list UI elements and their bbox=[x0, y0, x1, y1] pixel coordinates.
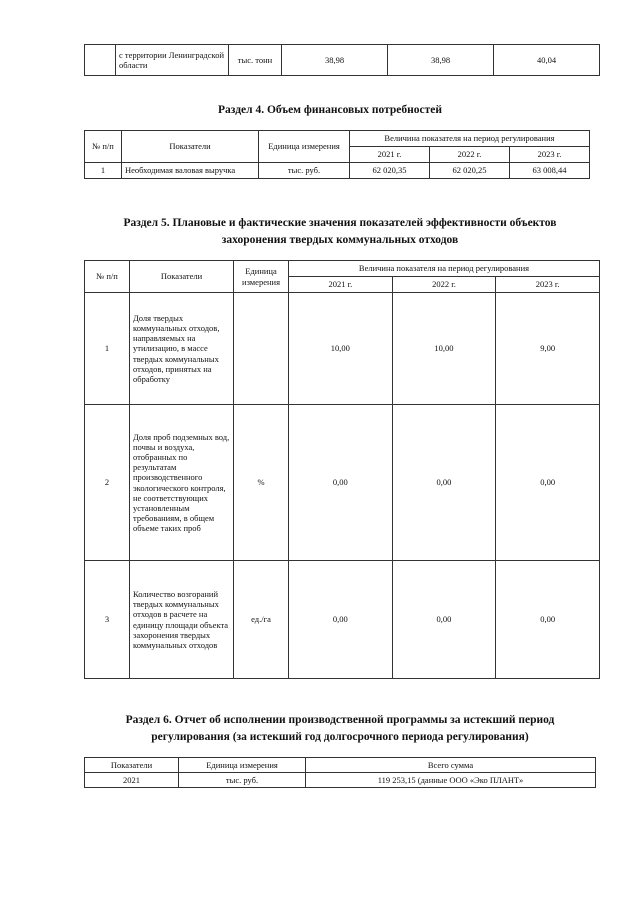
header-unit: Единица измерения bbox=[234, 261, 289, 293]
num-cell: 1 bbox=[85, 163, 122, 179]
value-cell: 0,00 bbox=[496, 561, 600, 679]
indicator-cell: Доля проб подземных вод, почвы и воздуха, отобранных по результатам производственного экологического контроля, не соответствующих установленным требованиям, в общем объеме таких проб bbox=[130, 405, 234, 561]
section5-table bbox=[84, 260, 600, 679]
header-total: Всего сумма bbox=[306, 758, 596, 773]
num-cell bbox=[85, 45, 116, 76]
table-row bbox=[85, 405, 600, 561]
indicator-cell: Доля твердых коммунальных отходов, направляемых на утилизацию, в массе твердых коммунальных отходов, принятых на обработку bbox=[130, 293, 234, 405]
indicator-cell: Количество возгораний твердых коммунальных отходов в расчете на единицу площади объекта захоронения твердых коммунальных отходов bbox=[130, 561, 234, 679]
value-cell: 62 020,25 bbox=[430, 163, 510, 179]
indicator-cell: Необходимая валовая выручка bbox=[122, 163, 259, 179]
header-period: Величина показателя на период регулирования bbox=[289, 261, 600, 277]
header-indicators: Показатели bbox=[122, 131, 259, 163]
value-cell: 9,00 bbox=[496, 293, 600, 405]
value-cell: 0,00 bbox=[392, 405, 496, 561]
section6-table bbox=[84, 757, 596, 788]
value-cell: 0,00 bbox=[392, 561, 496, 679]
header-year: 2021 г. bbox=[289, 277, 393, 293]
unit-cell bbox=[234, 293, 289, 405]
total-cell: 119 253,15 (данные ООО «Эко ПЛАНТ» bbox=[306, 773, 596, 788]
section6-title: Раздел 6. Отчет об исполнении производственной программы за истекший период регулирования (за истекший год долгосрочного периода регулирования) bbox=[125, 714, 555, 743]
header-num: № п/п bbox=[85, 131, 122, 163]
table-row bbox=[85, 561, 600, 679]
value-cell: 10,00 bbox=[289, 293, 393, 405]
num-cell: 2 bbox=[85, 405, 130, 561]
top-continuation-table bbox=[84, 44, 600, 76]
header-unit: Единица измерения bbox=[179, 758, 306, 773]
value-cell: 10,00 bbox=[392, 293, 496, 405]
header-indicators: Показатели bbox=[130, 261, 234, 293]
header-unit: Единица измерения bbox=[259, 131, 350, 163]
table-row bbox=[85, 293, 600, 405]
header-year: 2022 г. bbox=[392, 277, 496, 293]
unit-cell: % bbox=[234, 405, 289, 561]
section5-title: Раздел 5. Плановые и фактические значения показателей эффективности объектов захоронения твердых коммунальных отходов bbox=[123, 217, 557, 246]
value-cell: 0,00 bbox=[289, 405, 393, 561]
value-cell: 38,98 bbox=[282, 45, 388, 76]
table-row bbox=[85, 773, 596, 788]
indicator-cell: с территории Ленинградской области bbox=[116, 45, 229, 76]
year-cell: 2021 bbox=[85, 773, 179, 788]
unit-cell: тыс. руб. bbox=[179, 773, 306, 788]
value-cell: 38,98 bbox=[388, 45, 494, 76]
table-row bbox=[85, 163, 590, 179]
header-num: № п/п bbox=[85, 261, 130, 293]
header-year: 2023 г. bbox=[496, 277, 600, 293]
value-cell: 62 020,35 bbox=[350, 163, 430, 179]
unit-cell: тыс. руб. bbox=[259, 163, 350, 179]
value-cell: 0,00 bbox=[496, 405, 600, 561]
section4-table bbox=[84, 130, 590, 179]
header-year: 2021 г. bbox=[350, 147, 430, 163]
header-year: 2022 г. bbox=[430, 147, 510, 163]
value-cell: 40,04 bbox=[494, 45, 600, 76]
value-cell: 63 008,44 bbox=[510, 163, 590, 179]
header-indicators: Показатели bbox=[85, 758, 179, 773]
num-cell: 1 bbox=[85, 293, 130, 405]
num-cell: 3 bbox=[85, 561, 130, 679]
unit-cell: тыс. тонн bbox=[229, 45, 282, 76]
header-period: Величина показателя на период регулирования bbox=[350, 131, 590, 147]
header-year: 2023 г. bbox=[510, 147, 590, 163]
unit-cell: ед./га bbox=[234, 561, 289, 679]
section4-title: Раздел 4. Объем финансовых потребностей bbox=[218, 104, 442, 116]
value-cell: 0,00 bbox=[289, 561, 393, 679]
